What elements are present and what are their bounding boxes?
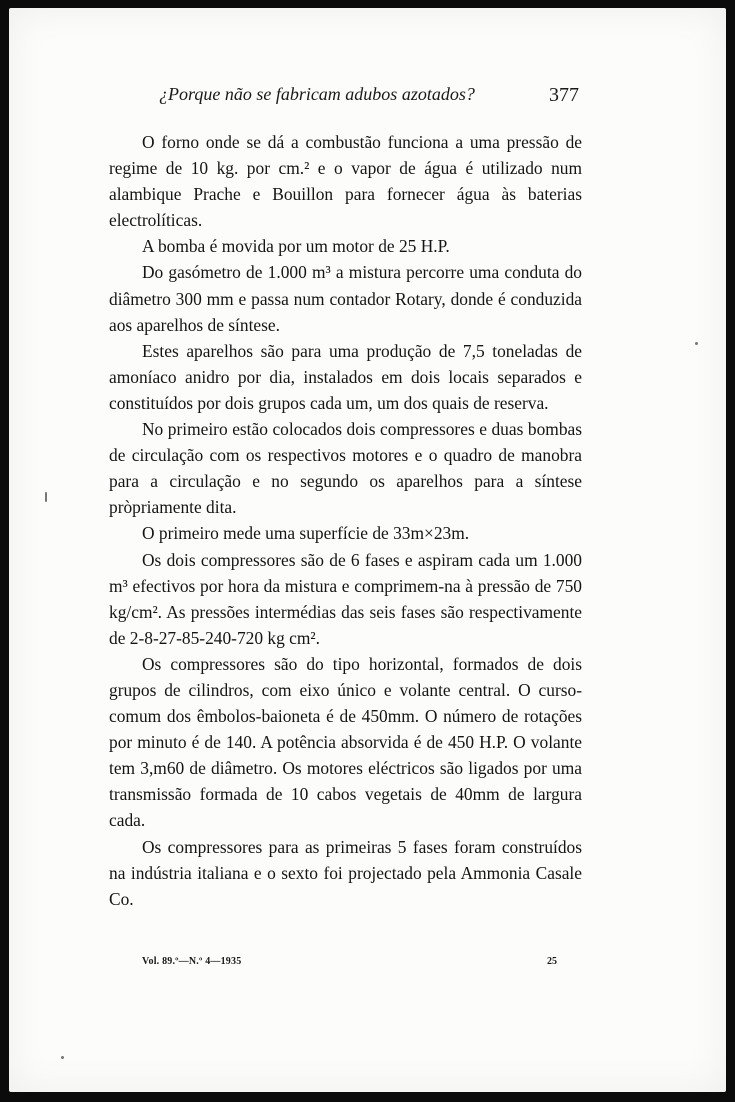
paragraph-first-room: No primeiro estão colocados dois compressores e duas bombas de circulação com os respectivos motores e o quadro de manobra para a circulação e no segundo os aparelhos para a síntese pròpriamente dita. <box>109 419 582 518</box>
book-page <box>9 8 726 1092</box>
paper-speck <box>45 492 47 502</box>
paragraph-furnace: O forno onde se dá a combustão funciona a uma pressão de regime de 10 kg. por cm.² e o vapor de água é utilizado num alambique Prache e Bouillon para fornecer água às baterias electrolíticas. <box>109 132 582 231</box>
paragraph-compressor-phases: Os dois compressores são de 6 fases e aspiram cada um 1.000 m³ efectivos por hora da mistura e comprimem-na à pressão de 750 kg/cm². As pressões intermédias das seis fases são respectivamente de 2-8-27-85-240-720 kg cm². <box>109 549 582 648</box>
paper-speck <box>61 1056 64 1059</box>
page-footer <box>142 956 557 972</box>
paragraph-pump: A bomba é movida por um motor de 25 H.P. <box>142 236 450 257</box>
paragraph-compressor-type: Os compressores são do tipo horizontal, formados de dois grupos de cilindros, com eixo único e volante central. O curso-comum dos êmbolos-baioneta é de 450mm. O número de rotações por minuto é de 140. A potência absorvida é de 450 H.P. O volante tem 3,m60 de diâmetro. Os motores eléctricos são ligados por uma transmissão formada de 10 cabos vegetais de 40mm de largura cada. <box>109 653 582 831</box>
volume-info: Vol. 89.º—N.º 4—1935 <box>142 956 242 967</box>
paragraph-gasometer: Do gasómetro de 1.000 m³ a mistura percorre uma conduta do diâmetro 300 mm e passa num contador Rotary, donde é conduzida aos aparelhos de síntese. <box>109 262 582 335</box>
paragraph-apparatus: Estes aparelhos são para uma produção de 7,5 toneladas de amoníaco anidro por dia, instalados em dois locais separados e constituídos por dois grupos cada um, um dos quais de reserva. <box>109 340 582 413</box>
paragraph-construction: Os compressores para as primeiras 5 fases foram construídos na indústria italiana e o sexto foi projectado pela Ammonia Casale Co. <box>109 836 582 909</box>
page-number: 377 <box>549 84 579 106</box>
paper-speck <box>695 342 698 345</box>
running-title: ¿Porque não se fabricam adubos azotados? <box>159 84 475 104</box>
paragraph-surface: O primeiro mede uma superfície de 33m×23m. <box>142 523 470 544</box>
body-text <box>109 129 582 912</box>
signature-mark: 25 <box>547 956 557 967</box>
page-header <box>159 84 584 114</box>
